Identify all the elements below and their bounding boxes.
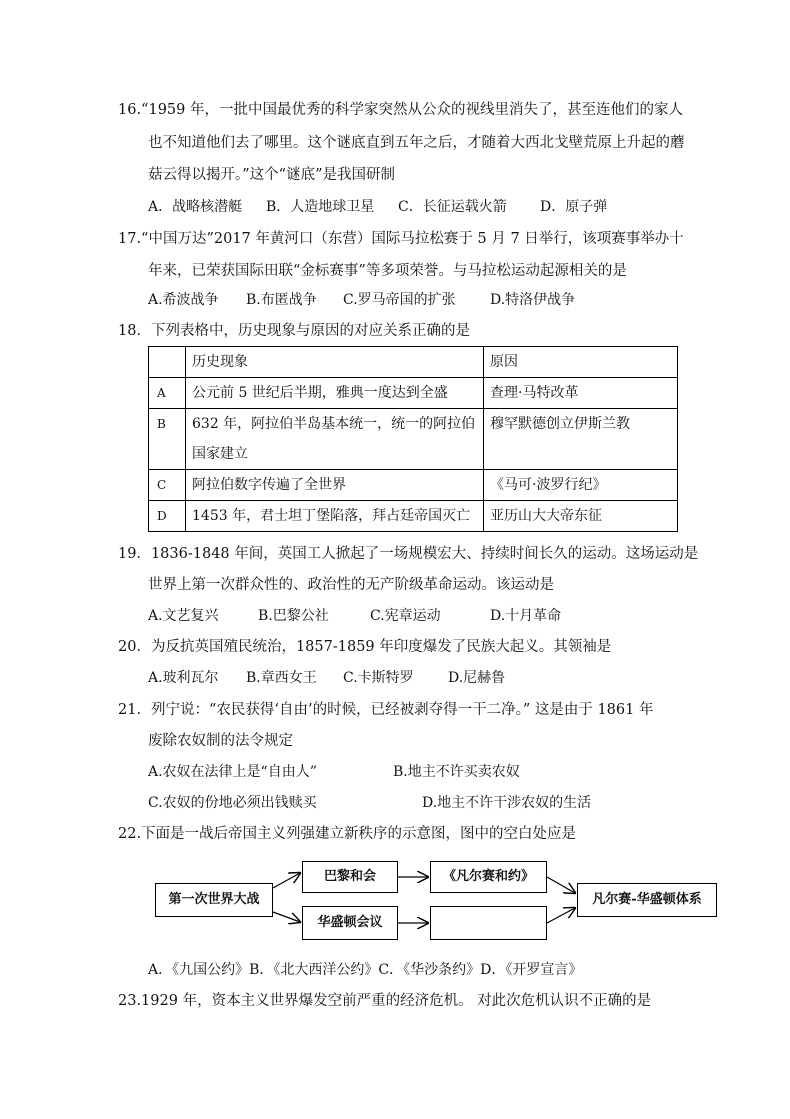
arrow-bottom-to-system: [547, 908, 575, 923]
q20-option-d[interactable]: D.尼赫鲁: [448, 670, 506, 686]
table-cell-cause: 亚历山大大帝东征: [484, 501, 678, 532]
table-row: [149, 501, 678, 532]
q22-stem: 22.下面是一战后帝国主义列强建立新秩序的示意图，图中的空白处应是: [118, 826, 577, 842]
q21-option-d[interactable]: D.地主不许干涉农奴的生活: [422, 795, 592, 811]
diagram-box-versailles-washington-system: 凡尔赛-华盛顿体系: [577, 883, 717, 917]
table-cell-letter: D: [149, 501, 186, 532]
q19-stem-line-2: 世界上第一次群众性的、政治性的无产阶级革命运动。该运动是: [148, 577, 554, 593]
arrow-to-paris: [273, 873, 300, 888]
q17-option-b[interactable]: B.布匿战争: [246, 292, 317, 308]
diagram-box-versailles-treaty: 《凡尔赛和约》: [430, 861, 547, 893]
q19-option-d[interactable]: D.十月革命: [490, 608, 562, 624]
diagram-box-paris-conference: 巴黎和会: [302, 861, 398, 893]
arrow-to-washington: [273, 912, 300, 922]
q17-stem-line-1: 17.“中国万达”2017 年黄河口（东营）国际马拉松赛于 5 月 7 日举行，该项赛事举办十: [118, 231, 684, 247]
q16-stem-line-1: 16.“1959 年，一批中国最优秀的科学家突然从公众的视线里消失了，甚至连他们的家人: [118, 102, 683, 118]
q18-stem: 18．下列表格中，历史现象与原因的对应关系正确的是: [118, 323, 470, 339]
table-cell-cause: 查理·马特改革: [484, 378, 678, 409]
table-cell-letter: A: [149, 378, 186, 409]
table-header-cell: 原因: [484, 347, 678, 378]
q19-option-a[interactable]: A.文艺复兴: [148, 608, 219, 624]
table-cell-phenomenon: 公元前 5 世纪后半期，雅典一度达到全盛: [186, 378, 484, 409]
q17-stem-line-2: 年来，已荣获国际田联“金标赛事”等多项荣誉。与马拉松运动起源相关的是: [148, 263, 627, 279]
q21-stem-line-1: 21．列宁说：“农民获得‘自由’的时候，已经被剥夺得一干二净。” 这是由于 1861 年: [118, 702, 654, 718]
table-header-row: [149, 347, 678, 378]
q21-stem-line-2: 废除农奴制的法令规定: [148, 733, 293, 749]
q21-option-a[interactable]: A.农奴在法律上是“自由人”: [148, 764, 317, 780]
table-header-cell: 历史现象: [186, 347, 484, 378]
table-cell-letter: B: [149, 409, 186, 470]
q16-option-c[interactable]: C．长征运载火箭: [398, 199, 507, 215]
q17-option-a[interactable]: A.希波战争: [148, 292, 219, 308]
table-cell-phenomenon: 632 年，阿拉伯半岛基本统一，统一的阿拉伯国家建立: [186, 409, 484, 470]
table-cell-letter: C: [149, 470, 186, 501]
q20-option-a[interactable]: A.玻利瓦尔: [148, 670, 219, 686]
table-row: [149, 409, 678, 470]
table-row: [149, 470, 678, 501]
q23-stem: 23.1929 年，资本主义世界爆发空前严重的经济危机。 对此次危机认识不正确的是: [118, 993, 652, 1009]
q16-option-d[interactable]: D．原子弹: [540, 199, 608, 215]
q16-stem-line-2: 也不知道他们去了哪里。这个谜底直到五年之后，才随着大西北戈壁荒原上升起的蘑: [148, 135, 685, 151]
q20-option-b[interactable]: B.章西女王: [246, 670, 317, 686]
q20-stem: 20．为反抗英国殖民统治，1857-1859 年印度爆发了民族大起义。其领袖是: [118, 639, 612, 655]
arrow-top-to-system: [547, 877, 575, 893]
diagram-box-washington-conference: 华盛顿会议: [302, 906, 398, 940]
q19-stem-line-1: 19．1836-1848 年间，英国工人掀起了一场规模宏大、持续时间长久的运动。这场运动是: [118, 546, 699, 562]
table-cell-cause: 《马可·波罗行纪》: [484, 470, 678, 501]
table-cell-phenomenon: 1453 年，君士坦丁堡陷落，拜占廷帝国灭亡: [186, 501, 484, 532]
diagram-box-ww1: 第一次世界大战: [155, 883, 273, 917]
q16-stem-line-3: 菇云得以揭开。”这个“谜底”是我国研制: [148, 167, 395, 183]
table-cell-phenomenon: 阿拉伯数字传遍了全世界: [186, 470, 484, 501]
table-cell-cause: 穆罕默德创立伊斯兰教: [484, 409, 678, 470]
q17-option-c[interactable]: C.罗马帝国的扩张: [343, 292, 456, 308]
q16-option-b[interactable]: B．人造地球卫星: [266, 199, 375, 215]
table-row: [149, 378, 678, 409]
q19-option-c[interactable]: C.宪章运动: [370, 608, 441, 624]
history-table: [148, 346, 678, 532]
diagram-box-blank: [430, 906, 547, 940]
q22-options[interactable]: A．《九国公约》B．《北大西洋公约》C．《华沙条约》D．《开罗宣言》: [148, 962, 583, 978]
q19-option-b[interactable]: B.巴黎公社: [258, 608, 329, 624]
q21-option-c[interactable]: C.农奴的份地必须出钱赎买: [148, 795, 317, 811]
table-header-cell: [149, 347, 186, 378]
q17-option-d[interactable]: D.特洛伊战争: [490, 292, 576, 308]
q20-option-c[interactable]: C.卡斯特罗: [343, 670, 414, 686]
q16-option-a[interactable]: A．战略核潜艇: [148, 199, 243, 215]
q21-option-b[interactable]: B.地主不许买卖农奴: [393, 764, 520, 780]
